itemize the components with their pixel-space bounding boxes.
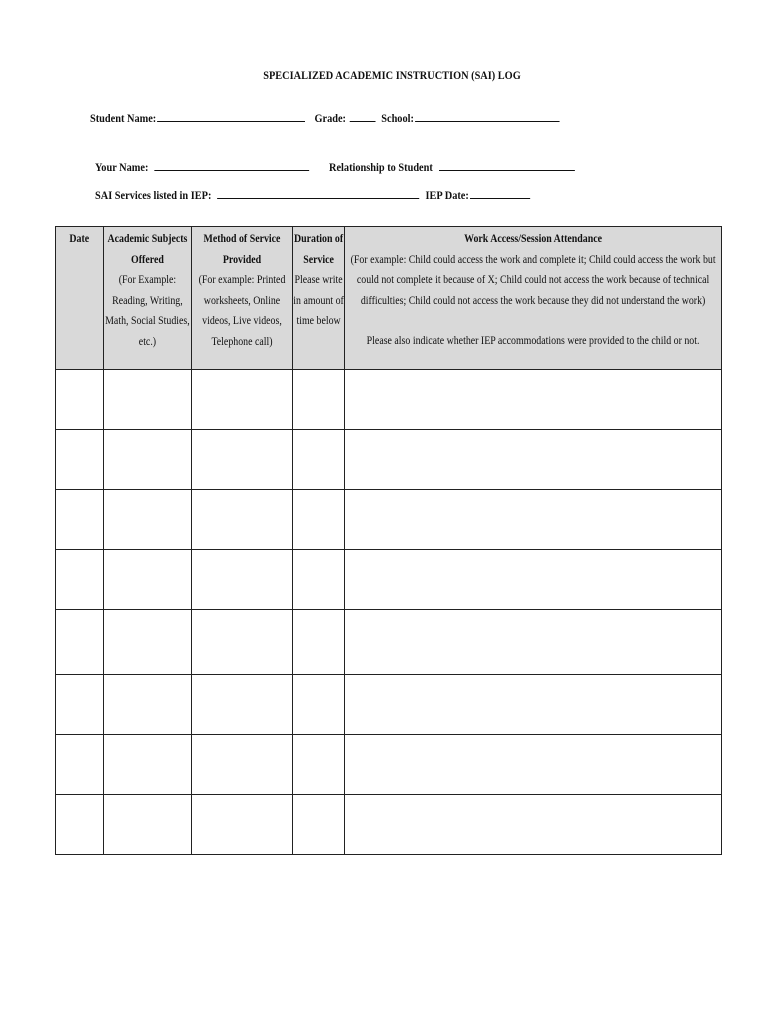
header-academic-subjects: Academic Subjects Offered (For Example: Reading, Writing, Math, Social Studies, etc.) xyxy=(104,227,192,370)
grade-field[interactable] xyxy=(349,109,375,122)
cell-duration[interactable] xyxy=(293,735,345,795)
cell-date[interactable] xyxy=(56,550,104,610)
cell-work-access[interactable] xyxy=(345,370,722,430)
student-name-field[interactable] xyxy=(157,109,305,122)
cell-date[interactable] xyxy=(56,675,104,735)
cell-method[interactable] xyxy=(192,370,293,430)
sai-services-row xyxy=(95,186,530,203)
student-info-row xyxy=(90,109,559,126)
table-header-row xyxy=(56,227,722,370)
cell-method[interactable] xyxy=(192,735,293,795)
your-name-label: Your Name: xyxy=(95,160,149,174)
iep-date-field[interactable] xyxy=(470,186,530,199)
header-method-of-service: Method of Service Provided (For example: Printed worksheets, Online videos, Live videos, Telephone call) xyxy=(192,227,293,370)
table-row xyxy=(56,490,722,550)
table-row xyxy=(56,610,722,675)
header-work-access: Work Access/Session Attendance (For example: Child could access the work and complete it; Child could access the work but could not complete it because of X; Child could not access the work because of technical difficulties; Child could not access the work because they did not understand the work) Please also indicate whether IEP accommodations were provided to the child or not. xyxy=(345,227,722,370)
cell-method[interactable] xyxy=(192,550,293,610)
student-name-label: Student Name: xyxy=(90,111,157,125)
cell-duration[interactable] xyxy=(293,490,345,550)
cell-method[interactable] xyxy=(192,430,293,490)
sai-services-field[interactable] xyxy=(217,186,419,199)
cell-subjects[interactable] xyxy=(104,610,192,675)
cell-duration[interactable] xyxy=(293,370,345,430)
cell-duration[interactable] xyxy=(293,550,345,610)
cell-date[interactable] xyxy=(56,370,104,430)
cell-duration[interactable] xyxy=(293,675,345,735)
cell-date[interactable] xyxy=(56,610,104,675)
your-name-field[interactable] xyxy=(154,158,309,171)
cell-subjects[interactable] xyxy=(104,370,192,430)
cell-subjects[interactable] xyxy=(104,675,192,735)
cell-date[interactable] xyxy=(56,735,104,795)
cell-duration[interactable] xyxy=(293,430,345,490)
cell-method[interactable] xyxy=(192,795,293,855)
cell-date[interactable] xyxy=(56,430,104,490)
cell-work-access[interactable] xyxy=(345,795,722,855)
cell-duration[interactable] xyxy=(293,610,345,675)
cell-work-access[interactable] xyxy=(345,610,722,675)
cell-subjects[interactable] xyxy=(104,735,192,795)
grade-label: Grade: xyxy=(314,111,346,125)
table-row xyxy=(56,675,722,735)
cell-date[interactable] xyxy=(56,490,104,550)
cell-work-access[interactable] xyxy=(345,550,722,610)
cell-subjects[interactable] xyxy=(104,490,192,550)
cell-subjects[interactable] xyxy=(104,550,192,610)
document-title: SPECIALIZED ACADEMIC INSTRUCTION (SAI) LOG xyxy=(263,68,521,82)
table-row xyxy=(56,550,722,610)
relationship-label: Relationship to Student xyxy=(329,160,433,174)
sai-log-table xyxy=(55,226,722,855)
cell-method[interactable] xyxy=(192,610,293,675)
cell-duration[interactable] xyxy=(293,795,345,855)
cell-method[interactable] xyxy=(192,490,293,550)
school-field[interactable] xyxy=(415,109,559,122)
cell-work-access[interactable] xyxy=(345,675,722,735)
table-row xyxy=(56,735,722,795)
cell-work-access[interactable] xyxy=(345,430,722,490)
sai-services-label: SAI Services listed in IEP: xyxy=(95,188,212,202)
header-duration-of-service: Duration of Service Please write in amount of time below xyxy=(293,227,345,370)
header-date: Date xyxy=(56,227,104,370)
school-label: School: xyxy=(381,111,414,125)
table-row xyxy=(56,795,722,855)
cell-work-access[interactable] xyxy=(345,490,722,550)
cell-method[interactable] xyxy=(192,675,293,735)
relationship-field[interactable] xyxy=(439,158,575,171)
cell-work-access[interactable] xyxy=(345,735,722,795)
your-name-row xyxy=(95,158,575,175)
cell-subjects[interactable] xyxy=(104,430,192,490)
iep-date-label: IEP Date: xyxy=(425,188,469,202)
cell-subjects[interactable] xyxy=(104,795,192,855)
table-row xyxy=(56,370,722,430)
cell-date[interactable] xyxy=(56,795,104,855)
table-row xyxy=(56,430,722,490)
